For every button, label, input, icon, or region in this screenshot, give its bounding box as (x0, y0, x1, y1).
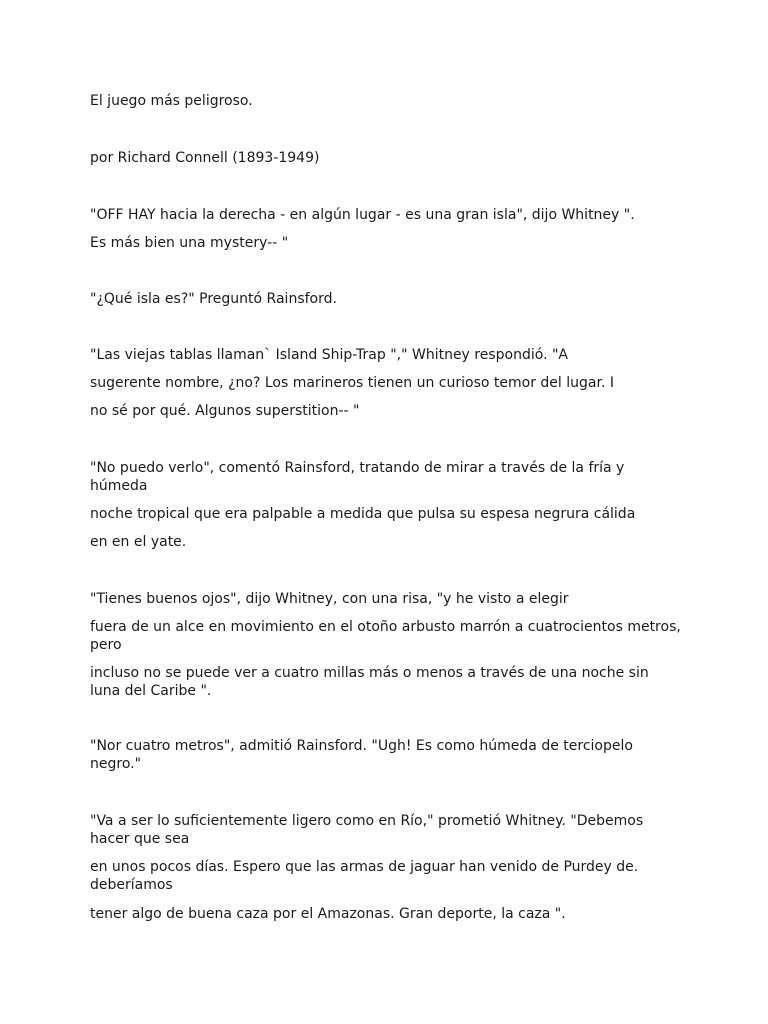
document-author: por Richard Connell (1893-1949) (90, 150, 320, 166)
text-line: "Va a ser lo suficientemente ligero como en Río," prometió Whitney. "Debemos hacer que sea (90, 813, 644, 847)
text-line: en unos pocos días. Espero que las armas de jaguar han venido de Purdey de. deberíamos (90, 859, 639, 893)
text-line: no sé por qué. Algunos superstition-- " (90, 403, 360, 419)
text-line: tener algo de buena caza por el Amazonas. Gran deporte, la caza ". (90, 906, 566, 922)
text-line: "¿Qué isla es?" Preguntó Rainsford. (90, 291, 337, 307)
document-title: El juego más peligroso. (90, 93, 253, 109)
text-line: "Tienes buenos ojos", dijo Whitney, con una risa, "y he visto a elegir (90, 591, 569, 607)
text-line: incluso no se puede ver a cuatro millas más o menos a través de una noche sin luna del Caribe ". (90, 665, 649, 699)
text-line: sugerente nombre, ¿no? Los marineros tienen un curioso temor del lugar. I (90, 375, 614, 391)
text-line: en en el yate. (90, 534, 187, 550)
text-line: "OFF HAY hacia la derecha - en algún lugar - es una gran isla", dijo Whitney ". (90, 207, 635, 223)
text-line: "Las viejas tablas llaman` Island Ship-Trap "," Whitney respondió. "A (90, 347, 568, 363)
text-line: noche tropical que era palpable a medida que pulsa su espesa negrura cálida (90, 506, 636, 522)
text-line: "Nor cuatro metros", admitió Rainsford. "Ugh! Es como húmeda de terciopelo negro." (90, 738, 633, 772)
text-line: fuera de un alce en movimiento en el otoño arbusto marrón a cuatrocientos metros, pero (90, 619, 681, 653)
text-line: Es más bien una mystery-- " (90, 235, 289, 251)
text-line: "No puedo verlo", comentó Rainsford, tratando de mirar a través de la fría y húmeda (90, 460, 625, 494)
